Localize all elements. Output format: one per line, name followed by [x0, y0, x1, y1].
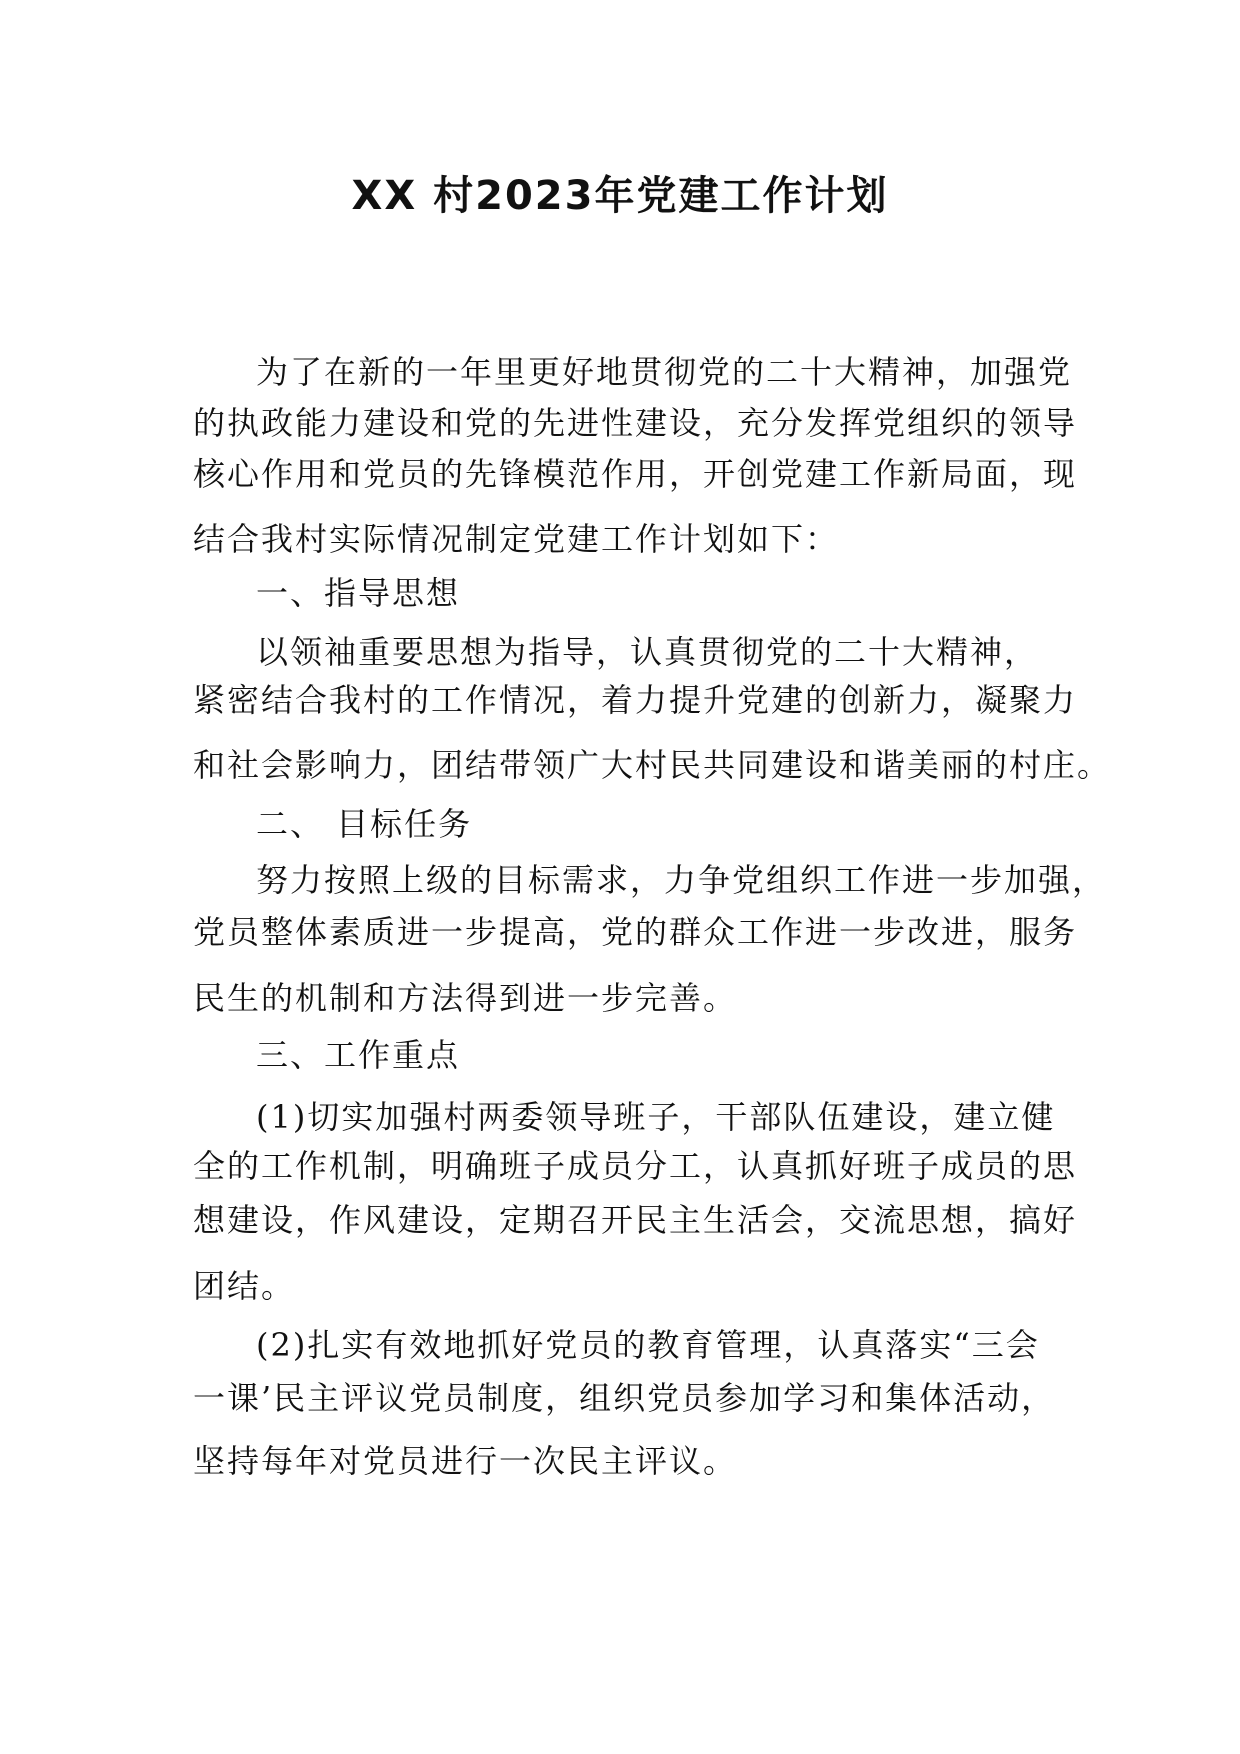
section-1-line-2: 紧密结合我村的工作情况，着力提升党建的创新力，凝聚力: [193, 681, 1078, 719]
document-title: XX 村2023年党建工作计划: [351, 173, 889, 219]
item-1-line-3: 想建设，作风建设，定期召开民主生活会，交流思想，搞好: [193, 1201, 1078, 1239]
item-1-line-2: 全的工作机制，明确班子成员分工，认真抓好班子成员的思: [193, 1147, 1078, 1185]
item-1-line-1: (1)切实加强村两委领导班子，干部队伍建设，建立健: [256, 1098, 1056, 1136]
section-heading-2: 二、 目标任务: [256, 805, 473, 843]
section-2-line-3: 民生的机制和方法得到进一步完善。: [193, 979, 738, 1017]
section-heading-3: 三、工作重点: [256, 1036, 461, 1074]
section-1-line-1: 以领袖重要思想为指导，认真贯彻党的二十大精神，: [256, 633, 1039, 671]
intro-line-2: 的执政能力建设和党的先进性建设，充分发挥党组织的领导: [193, 404, 1078, 442]
intro-line-4: 结合我村实际情况制定党建工作计划如下：: [193, 520, 840, 558]
intro-line-1: 为了在新的一年里更好地贯彻党的二十大精神，加强党: [256, 353, 1073, 391]
section-2-line-2: 党员整体素质进一步提高，党的群众工作进一步改进，服务: [193, 913, 1078, 951]
item-2-line-3: 坚持每年对党员进行一次民主评议。: [193, 1442, 738, 1480]
item-2-line-1: (2)扎实有效地抓好党员的教育管理，认真落实“三会: [256, 1326, 1040, 1364]
section-2-line-1: 努力按照上级的目标需求，力争党组织工作进一步加强，: [256, 861, 1107, 899]
section-heading-1: 一、指导思想: [256, 574, 461, 612]
item-1-line-4: 团结。: [193, 1267, 296, 1305]
section-1-line-3: 和社会影响力，团结带领广大村民共同建设和谐美丽的村庄。: [193, 746, 1112, 784]
item-2-line-2: 一课’民主评议党员制度，组织党员参加学习和集体活动，: [193, 1379, 1056, 1417]
intro-line-3: 核心作用和党员的先锋模范作用，开创党建工作新局面，现: [193, 455, 1078, 493]
